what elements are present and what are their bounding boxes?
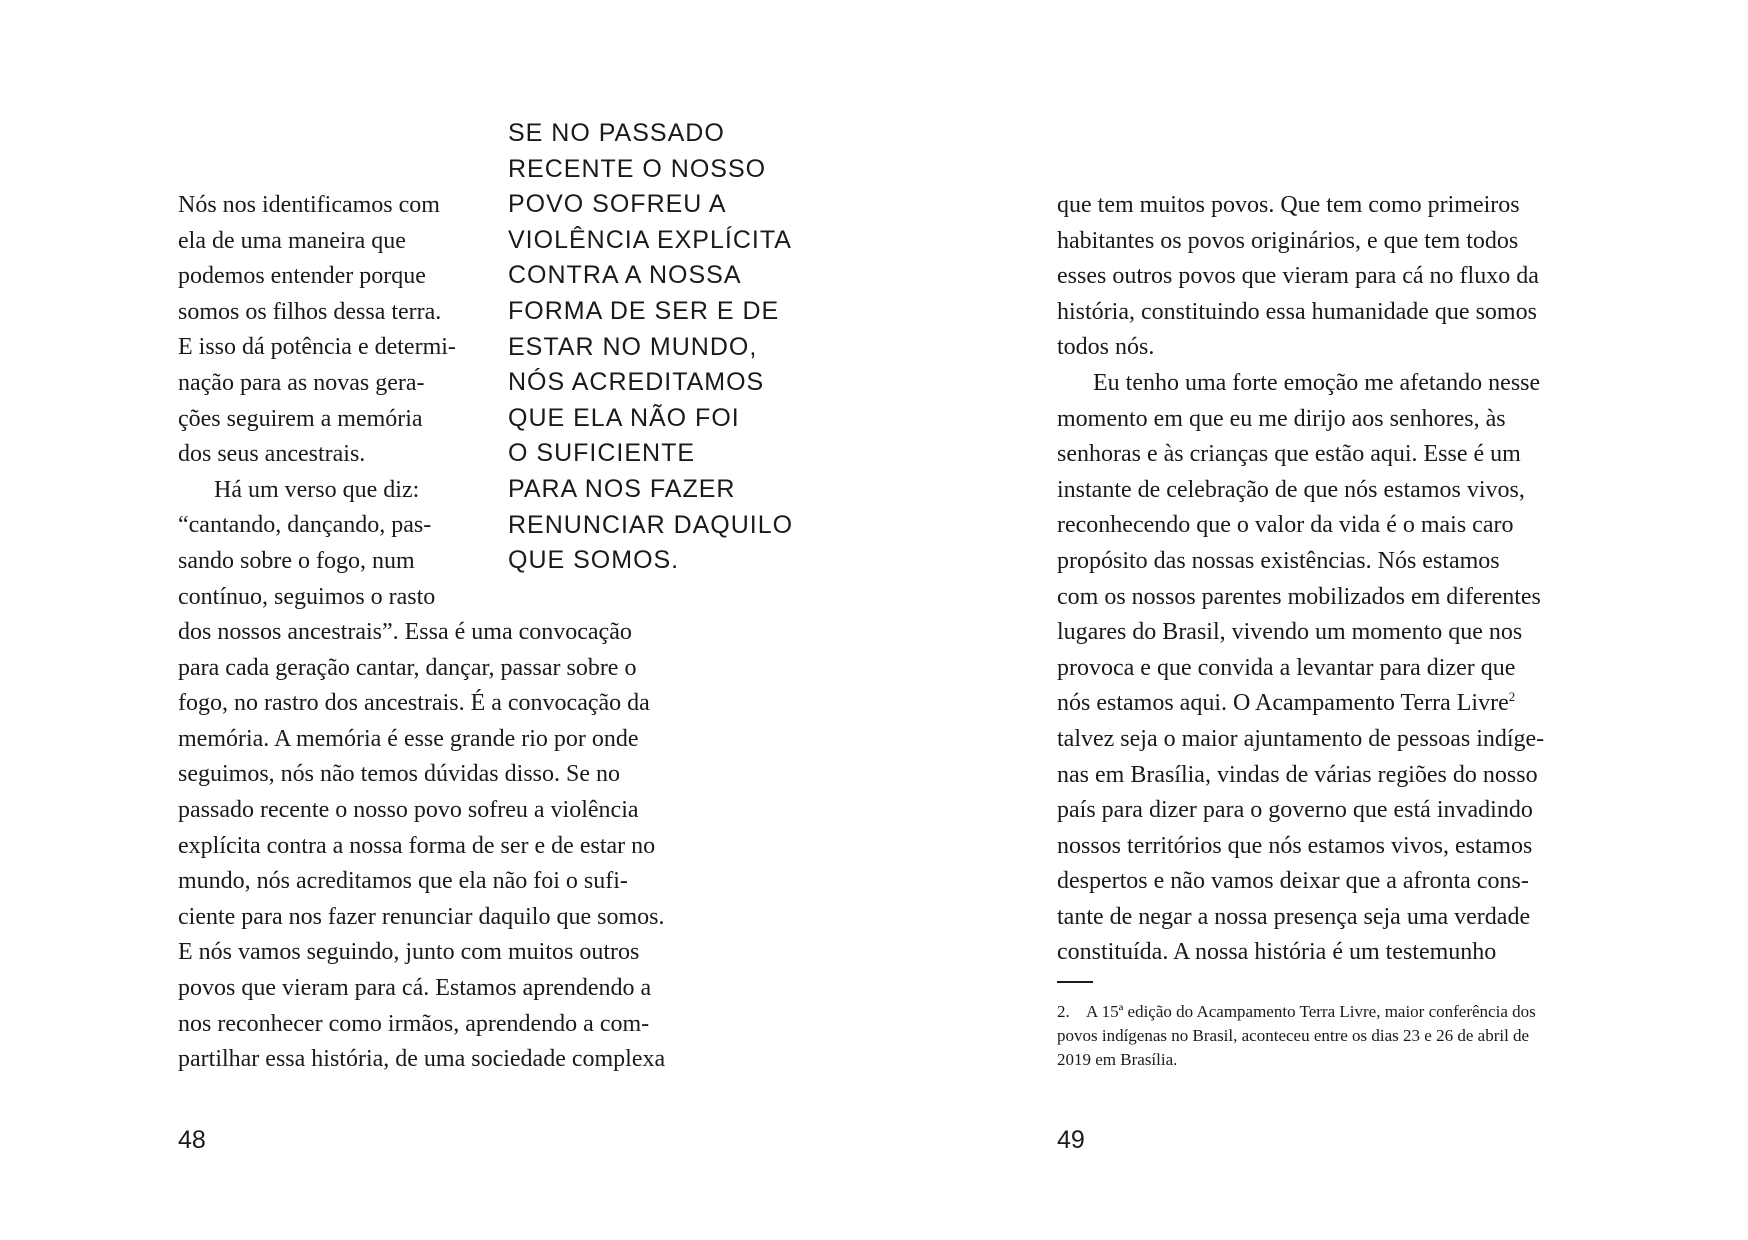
body-line: que tem muitos povos. Que tem como primeiros	[1057, 192, 1520, 218]
body-line: nossos territórios que nós estamos vivos, estamos	[1057, 832, 1533, 859]
body-line: mundo, nós acreditamos que ela não foi o sufi-	[178, 868, 628, 895]
pull-quote-line: NÓS ACREDITAMOS	[508, 368, 765, 397]
body-line: história, constituindo essa humanidade que somos	[1057, 298, 1537, 325]
page-number-right: 49	[1057, 1126, 1085, 1154]
body-line: nação para as novas gera-	[178, 369, 425, 396]
body-line: Há um verso que diz:	[214, 476, 420, 503]
body-line: esses outros povos que vieram para cá no fluxo da	[1057, 263, 1539, 290]
footnote-line	[1057, 1000, 1597, 1024]
page-number-left: 48	[178, 1126, 206, 1154]
body-line: somos os filhos dessa terra.	[178, 298, 442, 325]
pull-quote-line: CONTRA A NOSSA	[508, 261, 742, 290]
body-line: talvez seja o maior ajuntamento de pessoas indíge-	[1057, 725, 1545, 752]
body-line: podemos entender porque	[178, 263, 426, 290]
body-line: dos seus ancestrais.	[178, 441, 366, 468]
body-line: explícita contra a nossa forma de ser e de estar no	[178, 832, 656, 859]
body-line: sando sobre o fogo, num	[178, 547, 415, 574]
pull-quote-line: ESTAR NO MUNDO,	[508, 332, 758, 361]
pull-quote-line: QUE SOMOS.	[508, 546, 680, 575]
footnote-divider	[1057, 981, 1093, 983]
left-page-body-narrow	[178, 188, 478, 615]
body-line: fogo, no rastro dos ancestrais. É a convocação da	[178, 690, 650, 717]
pull-quote-line: RECENTE O NOSSO	[508, 154, 767, 183]
body-line: tante de negar a nossa presença seja uma verdade	[1057, 903, 1531, 930]
body-line: país para dizer para o governo que está invadindo	[1057, 797, 1533, 824]
body-line: para cada geração cantar, dançar, passar sobre o	[178, 654, 637, 681]
body-line: seguimos, nós não temos dúvidas disso. Se no	[178, 761, 620, 788]
footnote	[1057, 1000, 1597, 1072]
body-line: E isso dá potência e determi-	[178, 334, 456, 361]
footnote-line: povos indígenas no Brasil, aconteceu entre os dias 23 e 26 de abril de	[1057, 1026, 1530, 1045]
body-line: todos nós.	[1057, 334, 1155, 361]
body-line: ciente para nos fazer renunciar daquilo que somos.	[178, 903, 665, 930]
body-line: reconhecendo que o valor da vida é o mais caro	[1057, 512, 1514, 539]
body-line: constituída. A nossa história é um testemunho	[1057, 939, 1497, 966]
pull-quote-line: QUE ELA NÃO FOI	[508, 403, 740, 432]
body-line-text: nós estamos aqui. O Acampamento Terra Livre	[1057, 690, 1509, 717]
body-line: partilhar essa história, de uma sociedade complexa	[178, 1046, 666, 1073]
pull-quote-line: FORMA DE SER E DE	[508, 296, 780, 325]
footnote-line: 2019 em Brasília.	[1057, 1050, 1178, 1069]
pull-quote-line: SE NO PASSADO	[508, 119, 725, 147]
body-line: habitantes os povos originários, e que tem todos	[1057, 227, 1519, 254]
body-line: nos reconhecer como irmãos, aprendendo a com-	[178, 1010, 650, 1037]
body-line: momento em que eu me dirijo aos senhores, às	[1057, 405, 1506, 432]
pull-quote-line: VIOLÊNCIA EXPLÍCITA	[508, 225, 792, 254]
right-page-body	[1057, 188, 1587, 971]
body-line: dos nossos ancestrais”. Essa é uma convocação	[178, 619, 632, 645]
pull-quote-line: O SUFICIENTE	[508, 439, 696, 468]
body-line: memória. A memória é esse grande rio por onde	[178, 725, 639, 752]
body-line: lugares do Brasil, vivendo um momento que nos	[1057, 619, 1523, 646]
pull-quote-line: PARA NOS FAZER	[508, 474, 736, 503]
body-line: instante de celebração de que nós estamos vivos,	[1057, 476, 1525, 503]
body-line: ções seguirem a memória	[178, 405, 423, 432]
body-line	[1057, 686, 1587, 722]
body-line: senhoras e às crianças que estão aqui. Esse é um	[1057, 441, 1521, 468]
pull-quote	[508, 116, 808, 579]
body-line: provoca e que convida a levantar para dizer que	[1057, 654, 1516, 681]
body-line: com os nossos parentes mobilizados em diferentes	[1057, 583, 1541, 610]
body-line: propósito das nossas existências. Nós estamos	[1057, 547, 1500, 574]
body-line: despertos e não vamos deixar que a afronta cons-	[1057, 868, 1529, 895]
pull-quote-line: POVO SOFREU A	[508, 190, 727, 219]
left-page-body-wide	[178, 615, 718, 1078]
footnote-number: 2.	[1057, 1002, 1070, 1021]
footnote-reference[interactable]: 2	[1508, 689, 1516, 705]
footnote-text: A 15ª edição do Acampamento Terra Livre, maior conferência dos	[1086, 1002, 1536, 1021]
body-line: passado recente o nosso povo sofreu a violência	[178, 796, 639, 823]
body-line: povos que vieram para cá. Estamos aprendendo a	[178, 974, 652, 1001]
pull-quote-line: RENUNCIAR DAQUILO	[508, 510, 794, 539]
body-line: contínuo, seguimos o rasto	[178, 583, 436, 610]
body-line: Nós nos identificamos com	[178, 192, 440, 218]
body-line: Eu tenho uma forte emoção me afetando nesse	[1093, 369, 1541, 396]
body-line: “cantando, dançando, pas-	[178, 512, 432, 539]
body-line: ela de uma maneira que	[178, 227, 406, 254]
body-line: nas em Brasília, vindas de várias regiões do nosso	[1057, 761, 1538, 788]
body-line: E nós vamos seguindo, junto com muitos outros	[178, 939, 640, 966]
